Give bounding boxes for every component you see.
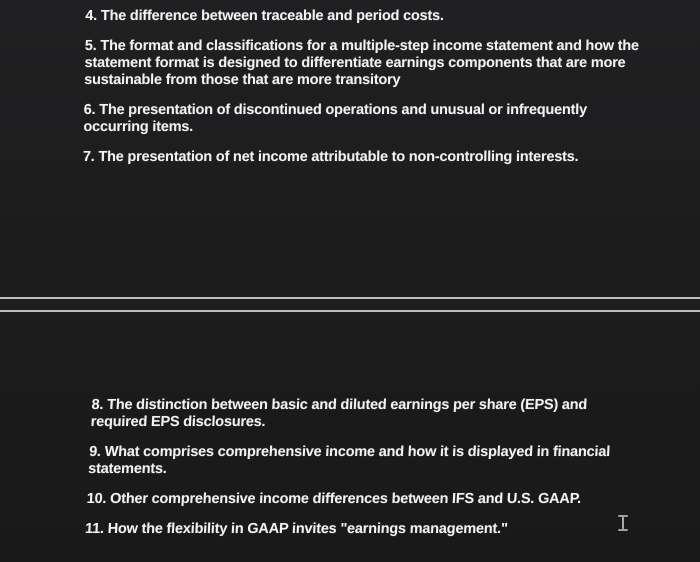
list-item: 9. What comprises comprehensive income and how it is displayed in financial statements. (87, 444, 611, 477)
list-item: 11. How the flexibility in GAAP invites "earnings management." (84, 521, 509, 537)
topic-list-top (83, 8, 646, 179)
section-gap (0, 299, 700, 310)
list-item: 7. The presentation of net income attributable to non-controlling interests. (82, 149, 579, 165)
list-item: 10. Other comprehensive income differences between IFS and U.S. GAAP. (86, 491, 582, 507)
section-divider-bottom (0, 310, 700, 312)
list-item: 8. The distinction between basic and diluted earnings per share (EPS) and required EPS disclosures. (90, 397, 588, 430)
list-item: 4. The difference between traceable and period costs. (85, 8, 444, 24)
text-cursor-icon (618, 515, 628, 531)
topic-list-bottom (84, 397, 632, 551)
list-item: 6. The presentation of discontinued operations and unusual or infrequently occurring items. (83, 102, 588, 135)
list-item: 5. The format and classifications for a multiple-step income statement and how the statement format is designed to differentiate earnings components that are more sustainable from those that are more transitory (84, 38, 640, 88)
